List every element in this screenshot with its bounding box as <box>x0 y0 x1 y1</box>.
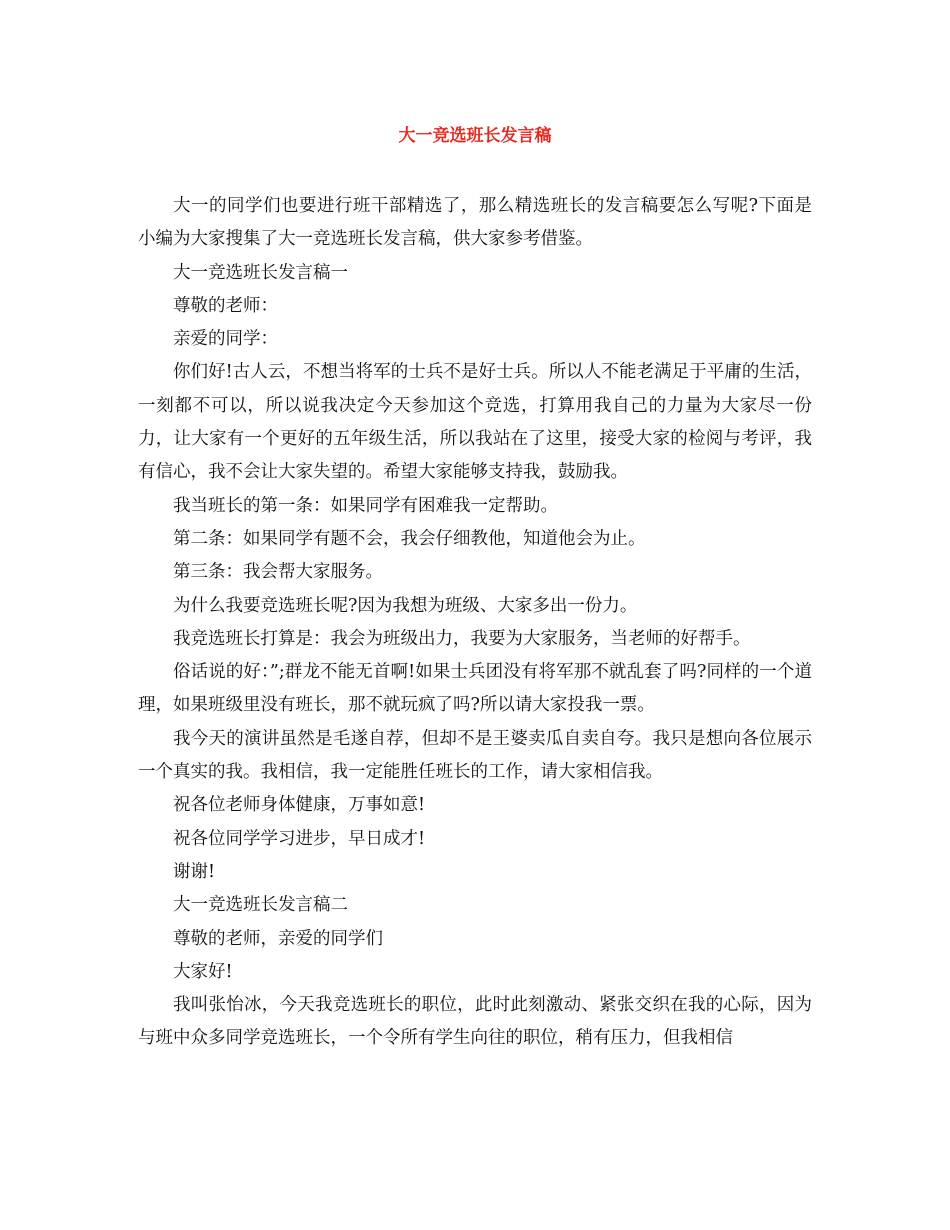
document-body <box>138 190 812 1056</box>
wish-classmates: 祝各位同学学习进步，早日成才! <box>173 828 426 849</box>
paragraph-intro: 大一的同学们也要进行班干部精选了，那么精选班长的发言稿要怎么写呢?下面是小编为大家搜集了大一竞选班长发言稿，供大家参考借鉴。 <box>138 196 812 250</box>
paragraph-reason: 为什么我要竞选班长呢?因为我想为班级、大家多出一份力。 <box>173 595 638 616</box>
pledge-item-3: 第三条：我会帮大家服务。 <box>173 562 383 583</box>
salutation-2: 尊敬的老师，亲爱的同学们 <box>173 928 383 949</box>
section-heading-2: 大一竞选班长发言稿二 <box>173 895 348 916</box>
salutation-classmates: 亲爱的同学： <box>173 329 278 350</box>
pledge-item-2: 第二条：如果同学有题不会，我会仔细教他，知道他会为止。 <box>173 528 646 549</box>
section-heading-1: 大一竞选班长发言稿一 <box>173 262 348 283</box>
greeting-2: 大家好! <box>173 961 233 982</box>
thanks-line: 谢谢! <box>173 861 216 882</box>
paragraph-plan: 我竞选班长打算是：我会为班级出力，我要为大家服务，当老师的好帮手。 <box>173 628 751 649</box>
paragraph-saying: 俗话说的好：”;群龙不能无首啊!如果士兵团没有将军那不就乱套了吗?同样的一个道理，如果班级里没有班长，那不就玩疯了吗?所以请大家投我一票。 <box>138 662 812 716</box>
wish-teachers: 祝各位老师身体健康，万事如意! <box>173 795 426 816</box>
paragraph-opening: 你们好!古人云，不想当将军的士兵不是好士兵。所以人不能老满足于平庸的生活，一刻都不可以，所以说我决定今天参加这个竞选，打算用我自己的力量为大家尽一份力，让大家有一个更好的五年级生活，所以我站在了这里，接受大家的检阅与考评，我有信心，我不会让大家失望的。希望大家能够支持我，鼓励我。 <box>138 362 812 483</box>
document-title: 大一竞选班长发言稿 <box>398 126 552 146</box>
paragraph-self-recommend: 我今天的演讲虽然是毛遂自荐，但却不是王婆卖瓜自卖自夸。我只是想向各位展示一个真实的我。我相信，我一定能胜任班长的工作，请大家相信我。 <box>138 728 812 783</box>
salutation-teacher: 尊敬的老师： <box>173 295 278 316</box>
pledge-item-1: 我当班长的第一条：如果同学有困难我一定帮助。 <box>173 495 558 516</box>
paragraph-intro-2: 我叫张怡冰，今天我竞选班长的职位，此时此刻激动、紧张交织在我的心际，因为与班中众多同学竞选班长，一个令所有学生向往的职位，稍有压力，但我相信 <box>138 995 812 1049</box>
